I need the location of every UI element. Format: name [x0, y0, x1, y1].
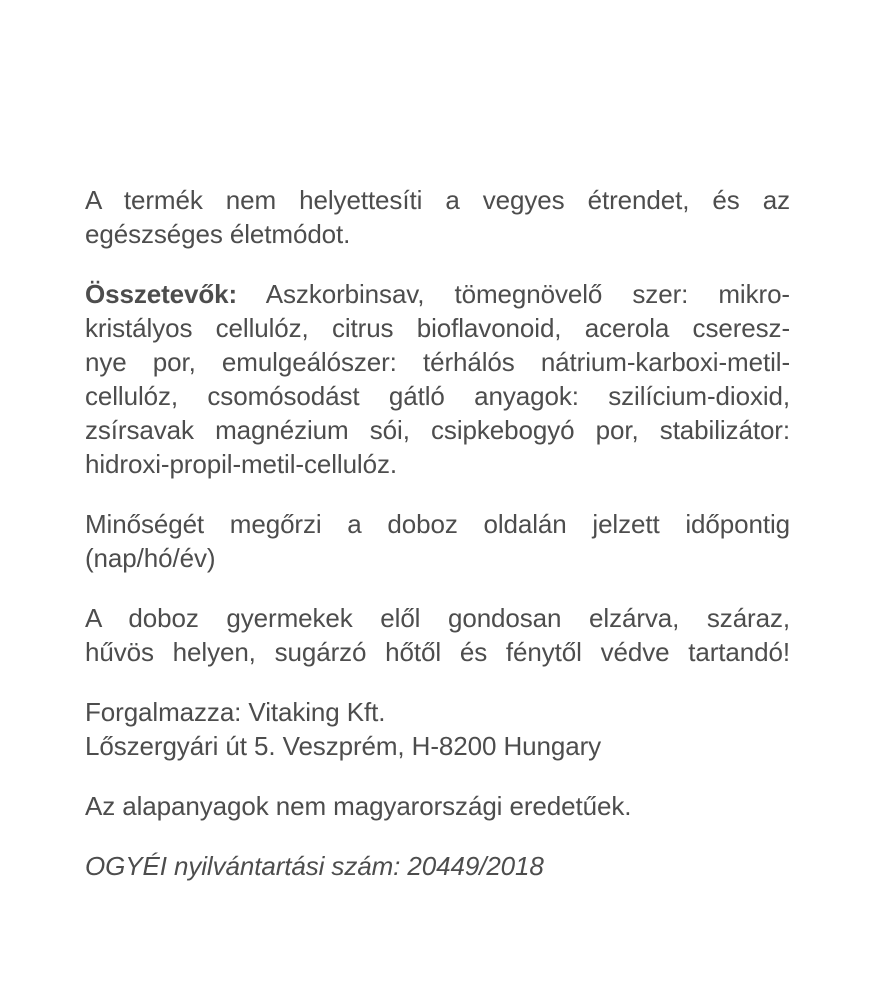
registration-number-line: OGYÉI nyilvántartási szám: 20449/2018 [85, 851, 544, 881]
paragraph-registration-number [85, 849, 790, 883]
ingredients-label: Összetevők: [85, 279, 238, 309]
paragraph-storage-warning [85, 601, 790, 669]
text-line: zsírsavak magnézium sói, csipkebogyó por, stabilizátor: [85, 415, 790, 445]
text-line: hidroxi-propil-metil-cellulóz. [85, 449, 397, 479]
text-line: Az alapanyagok nem magyarországi eredetűek. [85, 791, 632, 821]
label-text-block [85, 183, 790, 909]
distributor-name-line: Forgalmazza: Vitaking Kft. [85, 697, 386, 727]
text-line: A doboz gyermekek elől gondosan elzárva, száraz, [85, 603, 790, 633]
ingredients-first-line-rest: Aszkorbinsav, tömegnövelő szer: mikro- [265, 279, 790, 309]
paragraph-origin [85, 789, 790, 823]
paragraph-distributor [85, 695, 790, 763]
text-line: Minőségét megőrzi a doboz oldalán jelzett időpontig [85, 509, 790, 539]
text-line: kristályos cellulóz, citrus bioflavonoid, acerola cseresz- [85, 313, 790, 343]
text-line [85, 277, 790, 311]
paragraph-ingredients [85, 277, 790, 481]
text-line: egészséges életmódot. [85, 219, 351, 249]
text-line: (nap/hó/év) [85, 543, 216, 573]
text-line: A termék nem helyettesíti a vegyes étrendet, és az [85, 185, 790, 215]
text-line: cellulóz, csomósodást gátló anyagok: szilícium-dioxid, [85, 381, 790, 411]
paragraph-diet-disclaimer [85, 183, 790, 251]
text-line: hűvös helyen, sugárzó hőtől és fénytől védve tartandó! [85, 637, 790, 667]
distributor-address-line: Lőszergyári út 5. Veszprém, H-8200 Hungary [85, 731, 602, 761]
text-line: nye por, emulgeálószer: térhálós nátrium-karboxi-metil- [85, 347, 790, 377]
paragraph-shelf-life [85, 507, 790, 575]
